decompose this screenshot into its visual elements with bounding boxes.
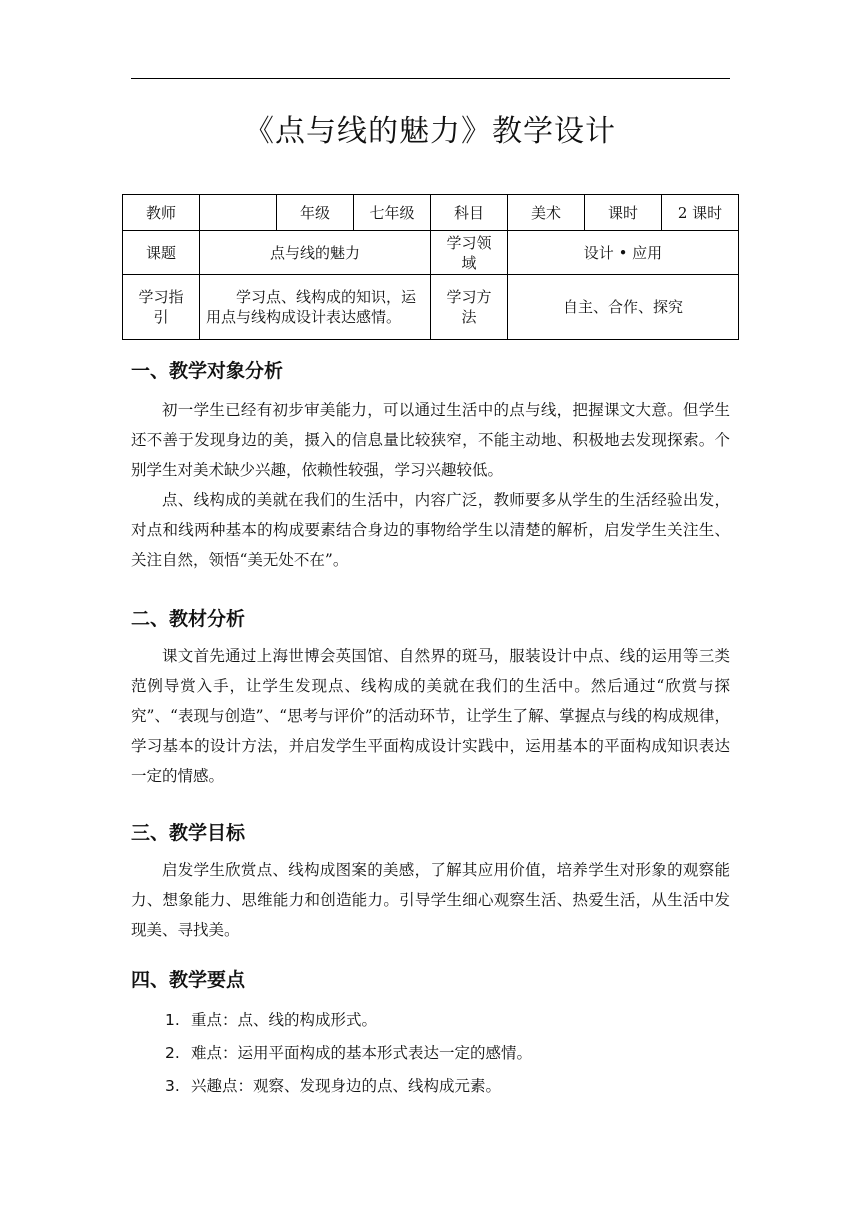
teacher-value [200, 195, 277, 231]
domain-label: 学习领域 [431, 231, 508, 275]
guide-label: 学习指引 [123, 275, 200, 340]
section-heading: 四、教学要点 [131, 969, 246, 991]
section-body [131, 855, 730, 945]
paragraph: 课文首先通过上海世博会英国馆、自然界的斑马，服装设计中点、线的运用等三类范例导赏入手，让学生发现点、线构成的美就在我们的生活中。然后通过“欣赏与探究”、“表现与创造”、“思考与评价”的活动环节，让学生了解、掌握点与线的构成规律，学习基本的设计方法，并启发学生平面构成设计实践中，运用基本的平面构成知识表达一定的情感。 [131, 647, 730, 785]
topic-value: 点与线的魅力 [200, 231, 431, 275]
section-body [131, 395, 730, 575]
hours-value: 2 课时 [662, 195, 739, 231]
list-text: 重点：点、线的构成形式。 [191, 1011, 378, 1029]
document-title: 《点与线的魅力》教学设计 [244, 114, 616, 149]
section-heading: 二、教材分析 [131, 608, 246, 630]
list-text: 难点：运用平面构成的基本形式表达一定的感情。 [191, 1044, 533, 1062]
section-body [131, 641, 730, 791]
list-item [165, 1041, 532, 1063]
list-number: 1. [165, 1011, 180, 1029]
method-label: 学习方法 [431, 275, 508, 340]
lesson-info-table [122, 194, 739, 340]
header-rule [131, 78, 730, 79]
grade-value: 七年级 [354, 195, 431, 231]
guide-value: 学习点、线构成的知识，运用点与线构成设计表达感情。 [200, 275, 431, 340]
topic-label: 课题 [123, 231, 200, 275]
paragraph: 启发学生欣赏点、线构成图案的美感，了解其应用价值，培养学生对形象的观察能力、想象能力、思维能力和创造能力。引导学生细心观察生活、热爱生活，从生活中发现美、寻找美。 [131, 861, 730, 939]
paragraph: 初一学生已经有初步审美能力，可以通过生活中的点与线，把握课文大意。但学生还不善于发现身边的美，摄入的信息量比较狭窄，不能主动地、积极地去发现探索。个别学生对美术缺少兴趣，依赖性较强，学习兴趣较低。 [131, 401, 730, 479]
list-item [165, 1008, 377, 1030]
list-number: 2. [165, 1044, 180, 1062]
list-number: 3. [165, 1077, 180, 1095]
domain-value: 设计 • 应用 [508, 231, 739, 275]
paragraph: 点、线构成的美就在我们的生活中，内容广泛，教师要多从学生的生活经验出发，对点和线两种基本的构成要素结合身边的事物给学生以清楚的解析，启发学生关注生、关注自然，领悟“美无处不在”。 [131, 491, 730, 569]
teacher-label: 教师 [123, 195, 200, 231]
method-value: 自主、合作、探究 [508, 275, 739, 340]
grade-label: 年级 [277, 195, 354, 231]
section-heading: 一、教学对象分析 [131, 360, 284, 382]
list-text: 兴趣点：观察、发现身边的点、线构成元素。 [191, 1077, 502, 1095]
table-row [123, 231, 739, 275]
section-heading: 三、教学目标 [131, 822, 246, 844]
hours-label: 课时 [585, 195, 662, 231]
table-row [123, 195, 739, 231]
subject-value: 美术 [508, 195, 585, 231]
table-row [123, 275, 739, 340]
subject-label: 科目 [431, 195, 508, 231]
list-item [165, 1074, 501, 1096]
